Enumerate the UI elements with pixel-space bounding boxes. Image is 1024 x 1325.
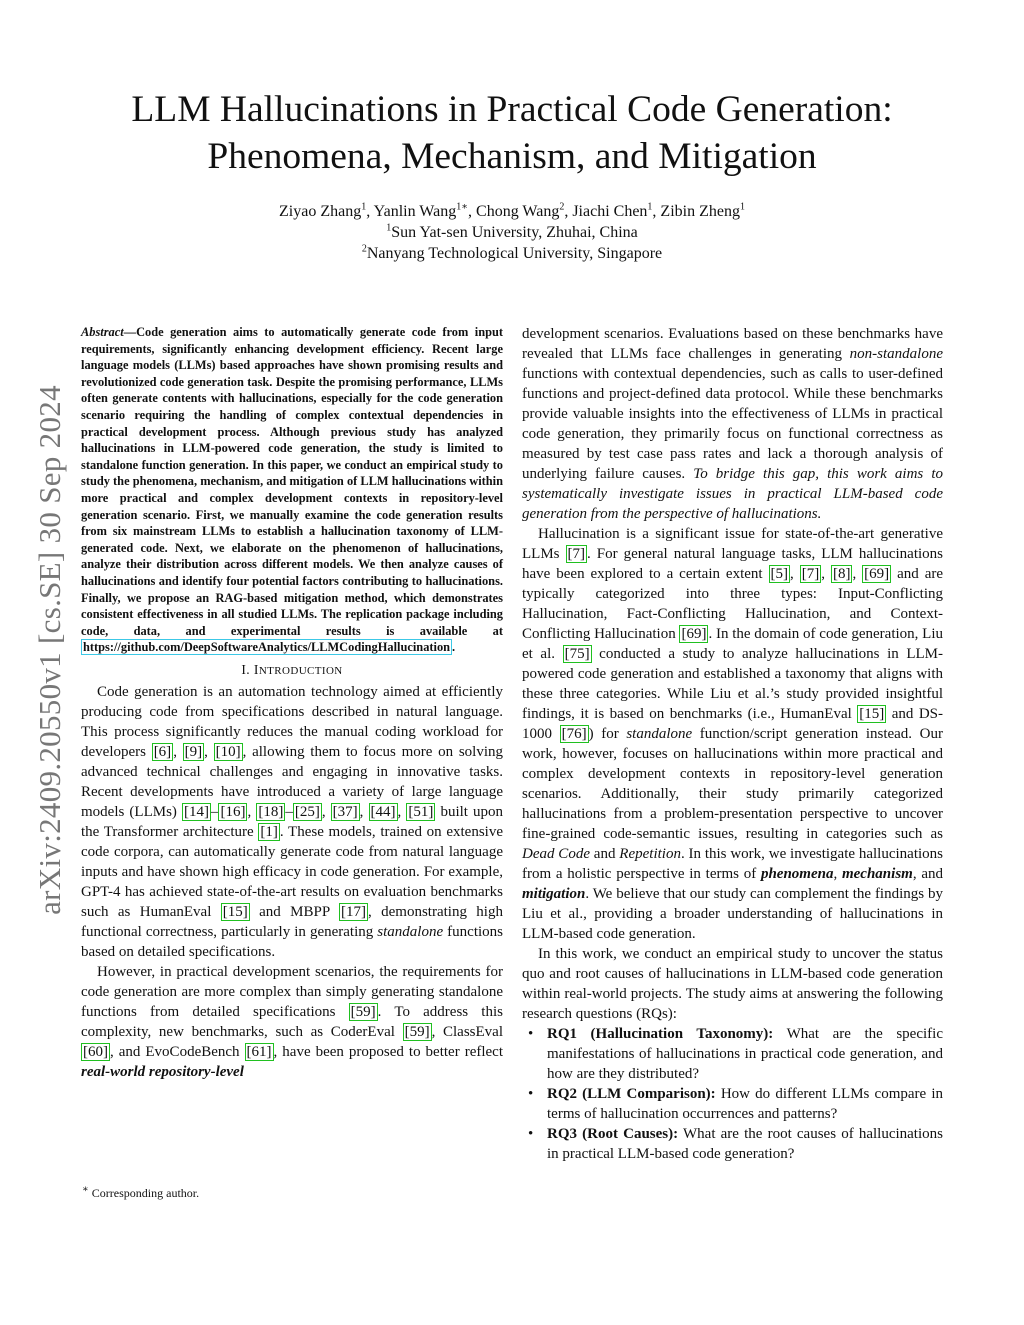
title-line-2: Phenomena, Mechanism, and Mitigation — [207, 136, 817, 177]
abstract: Abstract—Code generation aims to automatically generate code from input requirements, significantly enhancing development efficiency. Recent large language models (LLMs) based approaches have shown promising results and revolutionized code generation task. Despite the promising performance, LLMs often generate contents with hallucinations, especially for the code generation scenario requiring the handling of complex contextual dependencies in practical development process. Although previous study has analyzed hallucinations in LLM-powered code generation, the study is limited to standalone function generation. In this paper, we conduct an empirical study to study the phenomena, mechanism, and mitigation of LLM hallucinations within more practical and complex development contexts in repository-level generation scenario. First, we manually examine the code generation results from six mainstream LLMs to establish a hallucination taxonomy of LLM-generated code. Next, we elaborate on the phenomenon of hallucinations, analyze their distribution across different models. We then analyze causes of hallucinations and identify four potential factors contributing to hallucinations. Finally, we propose an RAG-based mitigation method, which demonstrates consistent effectiveness in all studied LLMs. The replication package including code, data, and experimental results is available at https://github.com/DeepSoftwareAnalytics/LLMCodingHallucination . — [81, 325, 503, 655]
citation-link[interactable]: [75] — [564, 646, 590, 662]
arxiv-watermark — [30, 360, 70, 940]
citation-link[interactable]: [7] — [567, 546, 585, 562]
right-column — [522, 324, 943, 1164]
author-mark: 2 — [559, 201, 565, 213]
arxiv-id: arXiv:2409.20550v1 [cs.SE] 30 Sep 2024 — [32, 385, 67, 915]
bullet-icon: • — [528, 1086, 534, 1102]
paper-title — [60, 86, 964, 180]
citation-link[interactable]: [69] — [864, 566, 890, 582]
citation-link[interactable]: [9] — [184, 743, 203, 760]
author-block — [60, 201, 964, 264]
citation-link[interactable]: [59] — [404, 1023, 430, 1040]
citation-link[interactable]: [51] — [408, 803, 434, 820]
affiliation-1: $^1$Sun Yat-sen University, Zhuhai, China — [386, 222, 638, 241]
citation-link[interactable]: [15] — [859, 706, 885, 722]
title-line-1: LLM Hallucinations in Practical Code Generation: — [131, 89, 893, 130]
intro-paragraph-2-continued: development scenarios. Evaluations based on these benchmarks have revealed that LLMs face challenges in generating non-standalone functions with contextual dependencies, such as calls to user-defined functions and project-defined data protocol. While these benchmarks provide valuable insights into the effectiveness of LLMs in practical code generation, they primarily focus on functional correctness as measured by test case pass rates and lack a thorough analysis of underlying failure causes. To bridge this gap, this work aims to systematically investigate issues in practical LLM-based code generation from the perspective of hallucinations. — [522, 326, 943, 522]
list-item: • RQ3 (Root Causes): What are the root causes of hallucinations in practical LLM-based code generation? — [528, 1126, 943, 1162]
footnote-mark: ∗ — [82, 1184, 89, 1195]
author-name: Zibin Zheng — [660, 203, 740, 220]
citation-link[interactable]: [10] — [215, 743, 241, 760]
citation-link[interactable]: [37] — [332, 803, 358, 820]
list-item: • RQ2 (LLM Comparison): How do different LLMs compare in terms of hallucination occurrences and patterns? — [528, 1086, 944, 1122]
research-questions-list — [522, 1024, 943, 1164]
bullet-icon: • — [528, 1026, 534, 1042]
author-name: Yanlin Wang — [373, 203, 457, 220]
citation-link[interactable]: [69] — [681, 626, 707, 642]
intro-paragraph-3: Hallucination is a significant issue for state-of-the-art generative LLMs [7] . For general natural language tasks, LLM hallucinations have been explored to a certain extent [5] , [7] , [8] , [69] and are typically categorized into three types: Input-Conflicting Hallucination, Fact-Conflicting Hallucination, and Context-Conflicting Hallucination [69] . In the domain of code generation, Liu et al. [75] conducted a study to analyze hallucinations in LLM-powered code generation and established a taxonomy that aligns with these three categories. While Liu et al.’s study provided insightful findings, it is based on benchmarks (i.e., HumanEval [15] and DS-1000 [76] ) for standalone function/script generation instead. Our work, however, focuses on hallucinations within more practical and complex development contexts in repository-level generation scenarios. Additionally, their study primarily categorized hallucinations from a problem-presentation perspective to uncover fine-grained code-semantic issues, resulting in categories such as Dead Code and Repetition. In this work, we investigate hallucinations from a holistic perspective in terms of phenomena, mechanism, and mitigation. We believe that our study can complement the findings by Liu et al., providing a broader understanding of hallucinations in LLM-based code generation. — [522, 526, 944, 942]
left-column — [81, 324, 503, 1082]
citation-link[interactable]: [1] — [260, 823, 278, 840]
citation-link[interactable]: [61] — [246, 1043, 272, 1060]
intro-paragraph-2: However, in practical development scenarios, the requirements for code generation are more complex than simply generating standalone functions from detailed specifications [59] . To address this complexity, new benchmarks, such as CoderEval [59] , ClassEval [60] , and EvoCodeBench [61] , have been proposed to better reflect real-world repository-level — [81, 963, 503, 1080]
intro-paragraph-4: In this work, we conduct an empirical study to uncover the status quo and root causes of hallucinations in LLM-based code generation within real-world projects. The study aims at answering the following research questions (RQs): — [522, 946, 943, 1022]
citation-link[interactable]: [7] — [801, 566, 820, 582]
citation-link[interactable]: [18] — [258, 803, 284, 820]
intro-paragraph-1: Code generation is an automation technology aimed at efficiently producing code from specifications described in natural language. This process significantly reduces the manual coding workload for developers [6] , [9] , [10] , allowing them to focus more on solving advanced technical challenges and engaging in innovative tasks. Recent developments have introduced a variety of large language models (LLMs) [14] – [16] , [18] – [25] , [37] , [44] , [51] built upon the Transformer architecture [1] . These models, trained on extensive code corpora, can automatically generate code from natural language inputs and have shown high efficacy in code generation. For example, GPT-4 has achieved state-of-the-art results on evaluation benchmarks such as HumanEval [15] and MBPP [17] , demonstrating high functional correctness, particularly in generating standalone functions based on detailed specifications. — [81, 683, 504, 960]
author-mark: 1∗ — [456, 201, 469, 213]
bullet-icon: • — [528, 1126, 534, 1142]
citation-link[interactable]: [17] — [341, 903, 366, 920]
footnote: ∗ Corresponding author. — [82, 1184, 200, 1200]
citation-link[interactable]: [5] — [770, 566, 789, 582]
citation-link[interactable]: [6] — [153, 743, 172, 760]
affiliation-2: $^2$Nanyang Technological University, Singapore — [361, 243, 663, 262]
author-name: Chong Wang — [476, 203, 560, 220]
author-name: Ziyao Zhang — [279, 203, 362, 220]
citation-link[interactable]: [16] — [220, 803, 246, 820]
citation-link[interactable]: [25] — [294, 803, 320, 820]
intro-body-right — [522, 324, 943, 1164]
author-name: Jiachi Chen — [572, 203, 648, 220]
replication-package-link[interactable]: https://github.com/DeepSoftwareAnalytics/LLMCodingHallucination — [83, 640, 451, 655]
intro-body-left — [81, 682, 503, 1082]
author-mark: 1 — [361, 201, 367, 213]
author-list: Ziyao Zhang$^1$, Yanlin Wang$^{1∗}$, Chong Wang$^2$, Jiachi Chen$^1$, Zibin Zheng$^1$ — [279, 201, 745, 220]
citation-link[interactable]: [59] — [350, 1003, 376, 1020]
citation-link[interactable]: [76] — [561, 726, 587, 742]
author-mark: 1 — [739, 201, 745, 213]
citation-link[interactable]: [60] — [83, 1043, 108, 1060]
section-heading-introduction: I. INTRODUCTION — [241, 661, 343, 677]
citation-link[interactable]: [14] — [183, 803, 209, 820]
citation-link[interactable]: [8] — [832, 566, 851, 582]
abstract-lead: Abstract — [81, 325, 124, 339]
author-mark: 1 — [647, 201, 653, 213]
citation-link[interactable]: [44] — [370, 803, 396, 820]
citation-link[interactable]: [15] — [222, 903, 248, 920]
list-item: • RQ1 (Hallucination Taxonomy): What are the specific manifestations of hallucinations in practical code generation, and how are they distributed? — [528, 1026, 943, 1082]
